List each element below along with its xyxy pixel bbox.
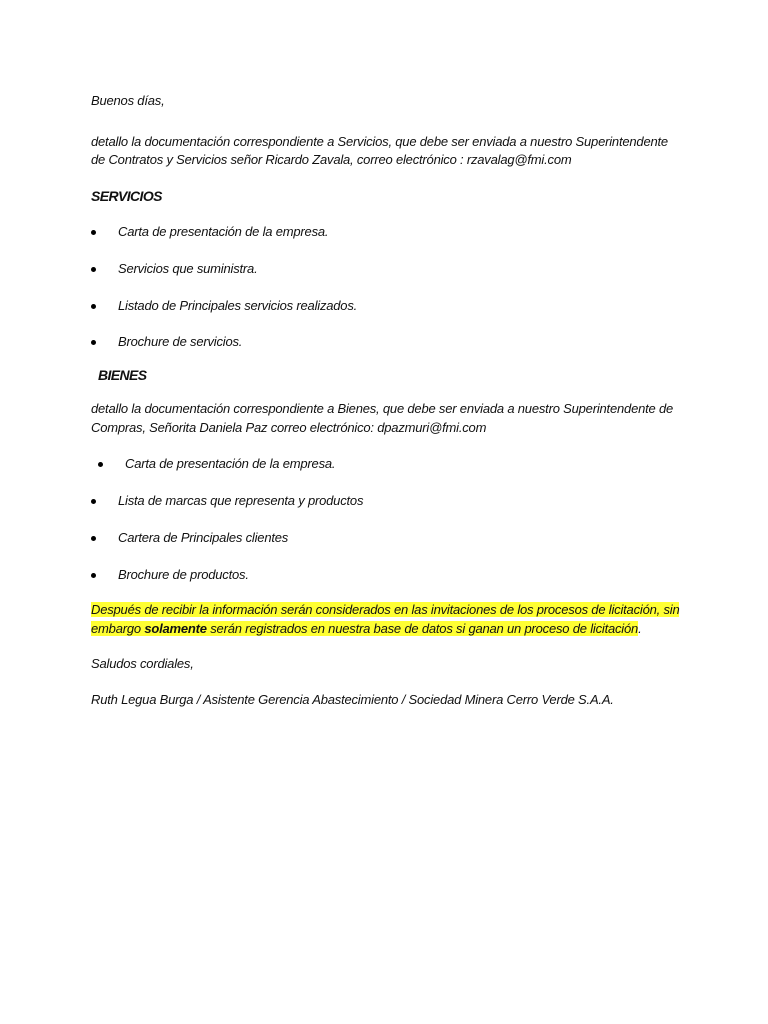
closing: Saludos cordiales,	[91, 656, 194, 672]
bienes-list	[91, 455, 691, 584]
list-item: Cartera de Principales clientes	[91, 529, 691, 548]
highlighted-text: serán registrados en nuestra base de datos si ganan un proceso de licitación	[206, 620, 639, 636]
servicios-list	[91, 223, 691, 352]
list-item: Brochure de servicios.	[91, 333, 691, 352]
bienes-heading: BIENES	[98, 366, 147, 383]
bienes-intro: detallo la documentación correspondiente a Bienes, que debe ser enviada a nuestro Superintendente de Compras, Señorita Daniela Paz correo electrónico: dpazmuri@fmi.com	[91, 401, 674, 435]
list-item: Carta de presentación de la empresa.	[91, 455, 691, 474]
letter-body	[91, 92, 691, 709]
bullet-icon	[91, 267, 96, 272]
list-item: Lista de marcas que representa y productos	[91, 492, 691, 511]
servicios-heading: SERVICIOS	[91, 187, 162, 204]
emphasis-word: solamente	[144, 620, 207, 636]
bullet-icon	[91, 499, 96, 504]
registration-notice: Después de recibir la información serán considerados en las invitaciones de los procesos de licitación, sin embargo solamente serán registrados en nuestra base de datos si ganan un proceso de licitación.	[91, 602, 680, 636]
greeting: Buenos días,	[91, 93, 165, 108]
list-item: Brochure de productos.	[91, 566, 691, 585]
highlighted-text: Después de recibir la información serán considerados en las invitaciones de los procesos de licitación, sin embargo	[91, 602, 680, 636]
bullet-icon	[91, 230, 96, 235]
bullet-icon	[98, 462, 103, 467]
bullet-icon	[91, 573, 96, 578]
list-item: Listado de Principales servicios realizados.	[91, 297, 691, 316]
list-item: Servicios que suministra.	[91, 260, 691, 279]
bullet-icon	[91, 536, 96, 541]
list-item: Carta de presentación de la empresa.	[91, 223, 691, 242]
bullet-icon	[91, 340, 96, 345]
bullet-icon	[91, 304, 96, 309]
servicios-intro: detallo la documentación correspondiente a Servicios, que debe ser enviada a nuestro Superintendente de Contratos y Servicios señor Ricardo Zavala, correo electrónico : rzavalag@fmi.com	[91, 133, 668, 167]
signature: Ruth Legua Burga / Asistente Gerencia Abastecimiento / Sociedad Minera Cerro Verde S.A.A.	[91, 691, 614, 707]
